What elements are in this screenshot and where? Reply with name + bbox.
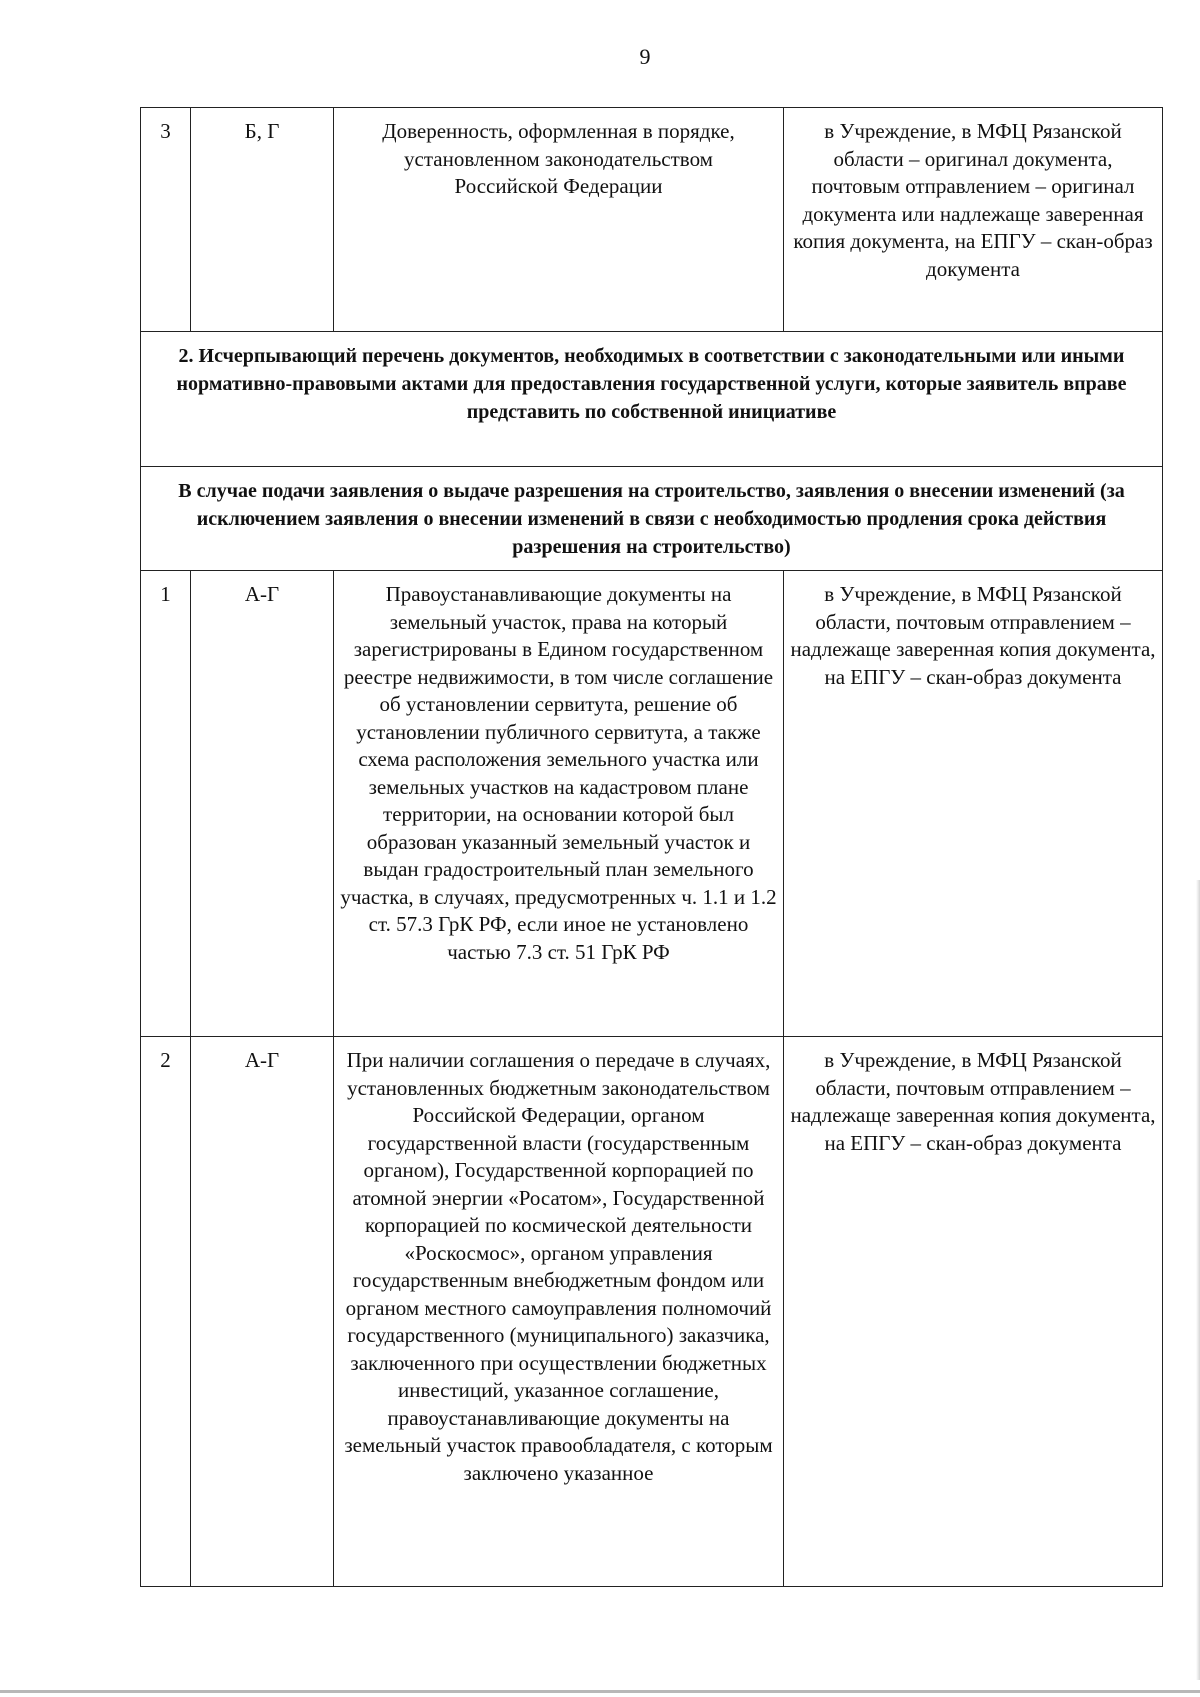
subsection-heading-row	[141, 467, 1163, 571]
applicant-category: А-Г	[191, 571, 334, 1037]
document-description: При наличии соглашения о передаче в случаях, установленных бюджетным законодательством Российской Федерации, органом государственной власти (государственным органом), Государственной корпорацией по атомной энергии «Росатом», Государственной корпорацией по космической деятельности «Роскосмос», органом управления государственным внебюджетным фондом или органом местного самоуправления полномочий государственного (муниципального) заказчика, заключенного при осуществлении бюджетных инвестиций, указанное соглашение, правоустанавливающие документы на земельный участок правообладателя, с которым заключено указанное	[334, 1037, 784, 1587]
row-number: 3	[141, 108, 191, 332]
submission-method: в Учреждение, в МФЦ Рязанской области, почтовым отправлением – надлежаще заверенная копия документа, на ЕПГУ – скан-образ документа	[784, 1037, 1163, 1587]
scan-bottom-edge	[0, 1690, 1200, 1693]
scan-edge-shadow	[1196, 880, 1200, 1680]
document-description: Правоустанавливающие документы на земельный участок, права на который зарегистрированы в Едином государственном реестре недвижимости, в том числе соглашение об установлении сервитута, решение об установлении публичного сервитута, а также схема расположения земельного участка или земельных участков на кадастровом плане территории, на основании которой был образован указанный земельный участок и выдан градостроительный план земельного участка, в случаях, предусмотренных ч. 1.1 и 1.2 ст. 57.3 ГрК РФ, если иное не установлено частью 7.3 ст. 51 ГрК РФ	[334, 571, 784, 1037]
row-number: 2	[141, 1037, 191, 1587]
documents-table	[140, 107, 1163, 1587]
section-heading-row	[141, 332, 1163, 467]
submission-method: в Учреждение, в МФЦ Рязанской области – оригинал документа, почтовым отправлением – оригинал документа или надлежаще заверенная копия документа, на ЕПГУ – скан-образ документа	[784, 108, 1163, 332]
table-row	[141, 1037, 1163, 1587]
section-heading: 2. Исчерпывающий перечень документов, необходимых в соответствии с законодательными или иными нормативно-правовыми актами для предоставления государственной услуги, которые заявитель вправе представить по собственной инициативе	[141, 332, 1163, 467]
subsection-heading: В случае подачи заявления о выдаче разрешения на строительство, заявления о внесении изменений (за исключением заявления о внесении изменений в связи с необходимостью продления срока действия разрешения на строительство)	[141, 467, 1163, 571]
row-number: 1	[141, 571, 191, 1037]
applicant-category: Б, Г	[191, 108, 334, 332]
table-row	[141, 571, 1163, 1037]
table-row	[141, 108, 1163, 332]
page-number: 9	[639, 44, 651, 69]
document-description: Доверенность, оформленная в порядке, установленном законодательством Российской Федерации	[334, 108, 784, 332]
applicant-category: А-Г	[191, 1037, 334, 1587]
submission-method: в Учреждение, в МФЦ Рязанской области, почтовым отправлением – надлежаще заверенная копия документа, на ЕПГУ – скан-образ документа	[784, 571, 1163, 1037]
